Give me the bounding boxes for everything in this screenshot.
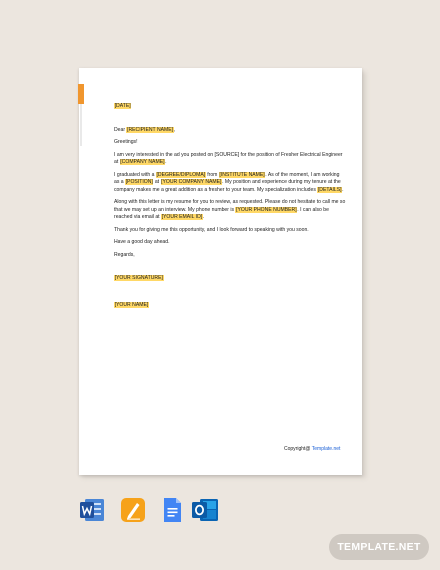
- paragraph-3-text-b: . I can also be reached via email at: [114, 206, 329, 220]
- paragraph-5: Have a good day ahead.: [114, 239, 170, 246]
- email-placeholder: [YOUR EMAIL ID]: [161, 214, 203, 220]
- paragraph-3-text-a: Along with this letter is my resume for you to review, as requested. Please do not hesitate to call me so that we may set up an interview. My phone number is: [114, 199, 346, 213]
- paragraph-2-text-a: I graduated with a: [114, 171, 156, 178]
- page-edge-line: [80, 104, 82, 146]
- salutation: [114, 127, 346, 134]
- google-docs-icon[interactable]: [159, 497, 185, 523]
- degree-placeholder: [DEGREE/DIPLOMA]: [156, 171, 206, 178]
- company-name-placeholder: [COMPANY NAME]: [120, 159, 165, 166]
- paragraph-3-text-c: .: [202, 214, 205, 220]
- your-company-placeholder: [YOUR COMPANY NAME]: [161, 179, 222, 186]
- paragraph-1-end: .: [165, 159, 167, 166]
- outlook-icon[interactable]: [191, 497, 219, 523]
- paragraph-2-text-f: .: [342, 186, 344, 193]
- date-line: [114, 103, 346, 110]
- copyright-brand-link[interactable]: Template.net: [311, 446, 341, 452]
- copyright-notice: [284, 446, 340, 452]
- paragraph-1-text: I am very interested in the ad you posted on [SOURCE] for the position of Fresher Electrical Engineer at: [114, 151, 343, 166]
- name-line: [114, 302, 346, 309]
- paragraph-3: [114, 199, 346, 221]
- paragraph-2-text-b: from: [205, 171, 219, 178]
- paragraph-1: [114, 152, 346, 167]
- salutation-suffix: ,: [173, 126, 176, 133]
- details-placeholder: [DETAILS]: [317, 186, 342, 193]
- closing: Regards,: [114, 251, 135, 258]
- paragraph-2-text-d: at: [153, 179, 161, 186]
- copyright-prefix: Copyright@: [284, 446, 312, 452]
- recipient-name-placeholder: [RECIPIENT NAME]: [127, 126, 174, 133]
- signature-line: [114, 275, 346, 282]
- institute-placeholder: [INSTITUTE NAME]: [219, 171, 265, 178]
- greeting: Greetings!: [114, 139, 138, 146]
- phone-placeholder: [YOUR PHONE NUMBER]: [236, 206, 297, 213]
- template-net-badge[interactable]: TEMPLATE.NET: [329, 534, 429, 560]
- page-tab-marker: [78, 84, 84, 104]
- paragraph-4: Thank you for giving me this opportunity, and I look forward to speaking with you soon.: [114, 226, 309, 233]
- position-placeholder: [POSITION]: [125, 179, 153, 186]
- paragraph-2: [114, 172, 346, 194]
- paragraph-2-text-c: . As of the moment, I am working as a: [114, 171, 340, 186]
- date-placeholder: [DATE]: [114, 103, 131, 109]
- name-placeholder: [YOUR NAME]: [114, 301, 149, 308]
- paragraph-2-text-e: . My position and experience during my tenure at the company makes me a great addition as a fresher to your team. My specialization includes: [114, 179, 341, 193]
- pages-icon[interactable]: [120, 497, 146, 523]
- signature-placeholder: [YOUR SIGNATURE]: [114, 275, 163, 282]
- word-icon[interactable]: [79, 497, 105, 523]
- salutation-prefix: Dear: [114, 126, 127, 133]
- letter-body: [114, 103, 346, 315]
